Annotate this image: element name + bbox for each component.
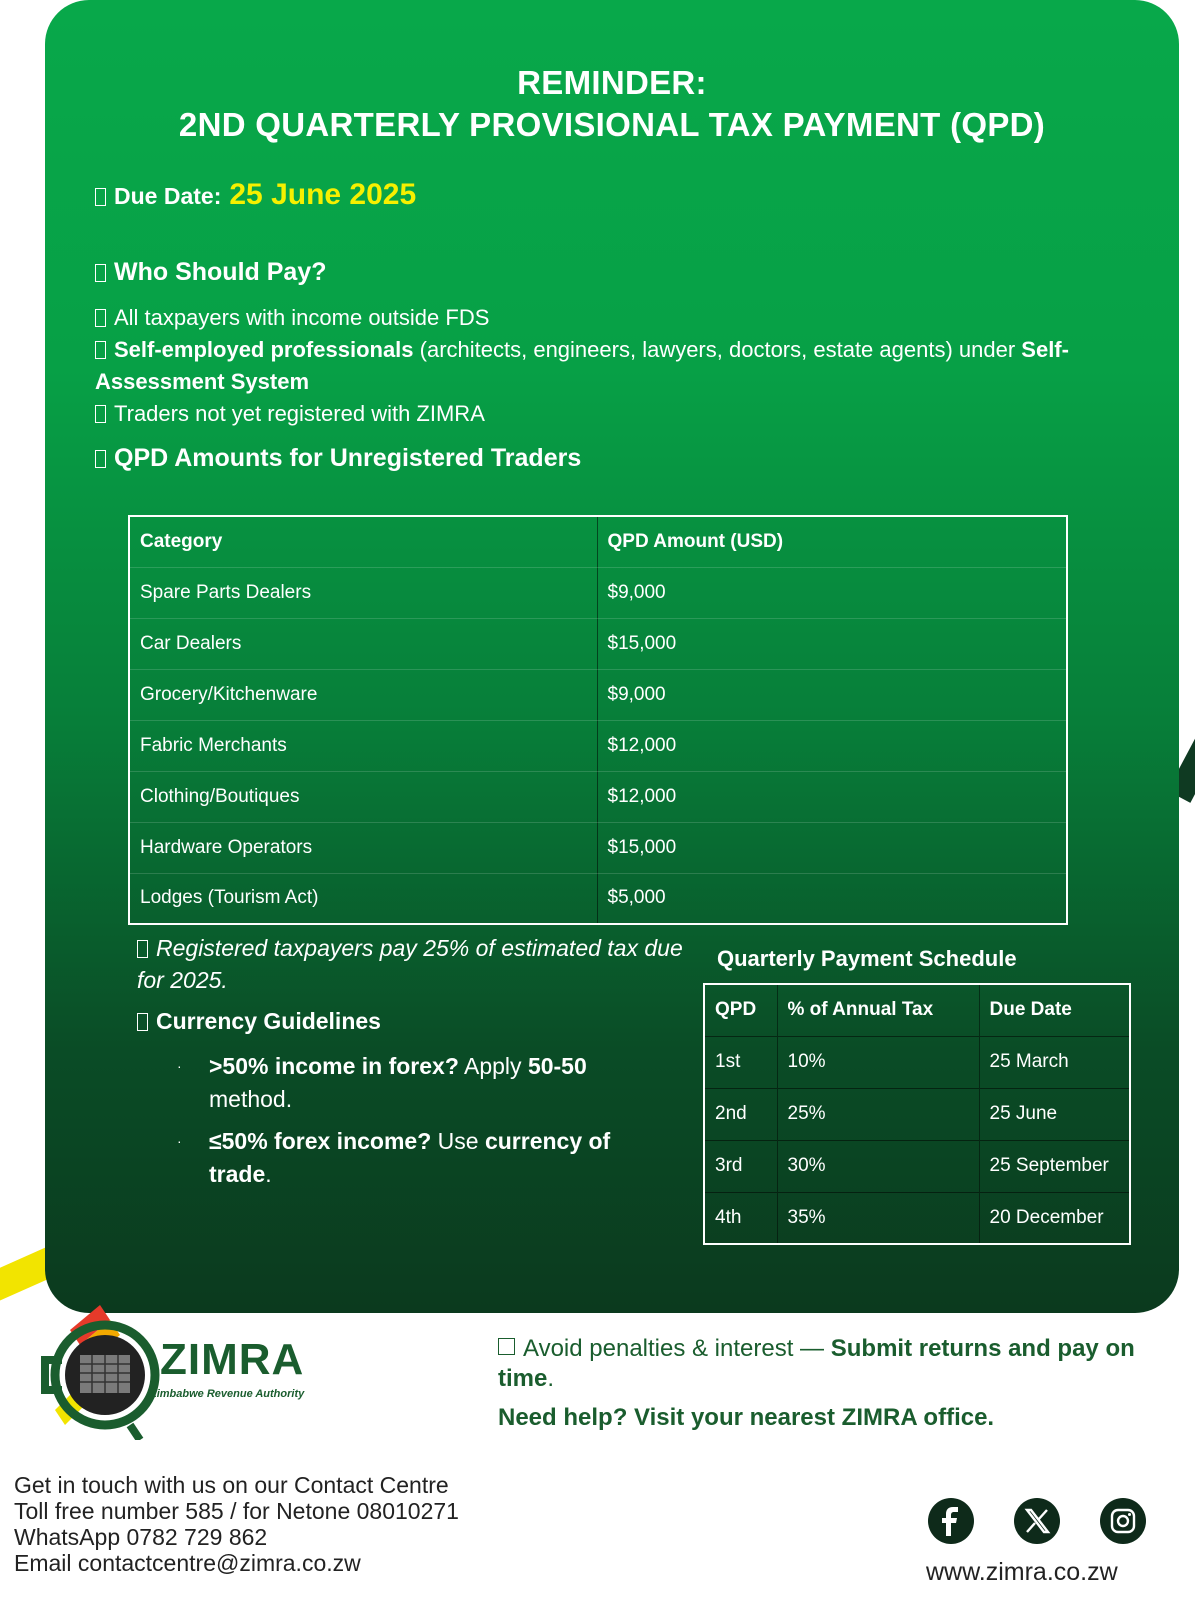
- column-header-percent: % of Annual Tax: [777, 984, 979, 1036]
- due-date-row: [95, 178, 416, 212]
- column-header-qpd: QPD: [704, 984, 777, 1036]
- logo-subtitle: Zimbabwe Revenue Authority: [150, 1388, 305, 1400]
- who-item-1: All taxpayers with income outside FDS: [95, 302, 1135, 334]
- currency-bullet-2: · ≤50% forex income? Use currency of trade.: [209, 1125, 669, 1191]
- amount-cell: $15,000: [597, 618, 1067, 669]
- contact-block: [14, 1472, 459, 1576]
- amount-cell: $12,000: [597, 771, 1067, 822]
- table-row: [704, 1088, 1130, 1140]
- who-item-2: Self-employed professionals (architects, engineers, lawyers, doctors, estate agents) under Self-Assessment System: [95, 337, 1069, 394]
- category-cell: Spare Parts Dealers: [129, 567, 597, 618]
- category-cell: Fabric Merchants: [129, 720, 597, 771]
- table-row: [129, 873, 1067, 924]
- checkbox-glyph-icon: [95, 405, 106, 423]
- date-cell: 25 June: [979, 1088, 1130, 1140]
- checkbox-glyph-icon: [95, 264, 106, 282]
- qpd-amounts-table: [128, 515, 1068, 925]
- category-cell: Clothing/Boutiques: [129, 771, 597, 822]
- amounts-heading: QPD Amounts for Unregistered Traders: [95, 444, 581, 473]
- currency-bullet-1: · >50% income in forex? Apply 50-50 method.: [209, 1050, 669, 1116]
- contact-line: Get in touch with us on our Contact Centre: [14, 1472, 449, 1498]
- currency-heading: Currency Guidelines: [137, 1008, 381, 1035]
- amount-cell: $12,000: [597, 720, 1067, 771]
- table-row: [704, 1036, 1130, 1088]
- logo-wordmark: ZIMRA: [160, 1335, 305, 1384]
- column-header-amount: QPD Amount (USD): [597, 516, 1067, 567]
- instagram-icon[interactable]: [1100, 1498, 1146, 1544]
- amount-cell: $9,000: [597, 567, 1067, 618]
- qpd-cell: 4th: [704, 1192, 777, 1244]
- checkbox-glyph-icon: [95, 450, 106, 468]
- percent-cell: 25%: [777, 1088, 979, 1140]
- category-cell: Grocery/Kitchenware: [129, 669, 597, 720]
- checkbox-glyph-icon: [95, 188, 106, 206]
- table-row: [129, 720, 1067, 771]
- column-header-due-date: Due Date: [989, 999, 1072, 1021]
- date-cell: 20 December: [979, 1192, 1130, 1244]
- due-date-label: Due Date:: [114, 183, 222, 209]
- percent-cell: 10%: [777, 1036, 979, 1088]
- category-cell: Hardware Operators: [129, 822, 597, 873]
- table-row: [129, 618, 1067, 669]
- schedule-title: Quarterly Payment Schedule: [717, 946, 1017, 971]
- website-link[interactable]: www.zimra.co.zw: [926, 1558, 1118, 1586]
- checkbox-glyph-icon: [95, 341, 106, 359]
- due-date-value: 25 June 2025: [229, 178, 417, 211]
- table-header-row: [704, 984, 1130, 1036]
- table-row: [129, 669, 1067, 720]
- bullet-dot-icon: ·: [177, 1133, 182, 1149]
- qpd-cell: 2nd: [704, 1088, 777, 1140]
- checkbox-glyph-icon: [95, 309, 106, 327]
- who-item-3: Traders not yet registered with ZIMRA: [95, 398, 1135, 430]
- contact-line: Toll free number 585 / for Netone 08010271: [14, 1498, 459, 1524]
- title-line-1: REMINDER:: [517, 64, 707, 101]
- x-icon[interactable]: [1014, 1498, 1060, 1544]
- page-title: [45, 62, 1179, 146]
- table-row: [129, 822, 1067, 873]
- percent-cell: 30%: [777, 1140, 979, 1192]
- qpd-cell: 1st: [704, 1036, 777, 1088]
- date-cell: 25 March: [979, 1036, 1130, 1088]
- checkbox-glyph-icon: [137, 1013, 148, 1031]
- zimra-logo-emblem-icon: [40, 1300, 170, 1440]
- amount-cell: $5,000: [597, 873, 1067, 924]
- registered-note: Registered taxpayers pay 25% of estimated tax due for 2025.: [137, 935, 683, 993]
- table-header-row: [129, 516, 1067, 567]
- amount-cell: $15,000: [597, 822, 1067, 873]
- column-header-category: Category: [129, 516, 597, 567]
- facebook-icon[interactable]: [928, 1498, 974, 1544]
- payment-schedule-table: [703, 983, 1131, 1245]
- contact-email[interactable]: Email contactcentre@zimra.co.zw: [14, 1550, 361, 1576]
- help-note: Need help? Visit your nearest ZIMRA office.: [498, 1404, 995, 1431]
- who-heading: Who Should Pay?: [95, 258, 327, 287]
- table-row: [704, 1140, 1130, 1192]
- table-row: [129, 567, 1067, 618]
- reminder-card: [45, 0, 1179, 1313]
- date-cell: 25 September: [979, 1140, 1130, 1192]
- amount-cell: $9,000: [597, 669, 1067, 720]
- title-line-2: 2ND QUARTERLY PROVISIONAL TAX PAYMENT (QPD): [178, 106, 1046, 143]
- checkbox-glyph-icon: [137, 940, 148, 958]
- category-cell: Car Dealers: [129, 618, 597, 669]
- category-cell: Lodges (Tourism Act): [129, 873, 597, 924]
- checkbox-glyph-icon: [498, 1338, 515, 1355]
- bullet-dot-icon: ·: [177, 1058, 182, 1074]
- table-row: [129, 771, 1067, 822]
- table-row: [704, 1192, 1130, 1244]
- qpd-cell: 3rd: [704, 1140, 777, 1192]
- avoid-penalties-note: Avoid penalties & interest — Submit returns and pay on time.: [498, 1335, 1135, 1392]
- percent-cell: 35%: [777, 1192, 979, 1244]
- contact-line: WhatsApp 0782 729 862: [14, 1524, 268, 1550]
